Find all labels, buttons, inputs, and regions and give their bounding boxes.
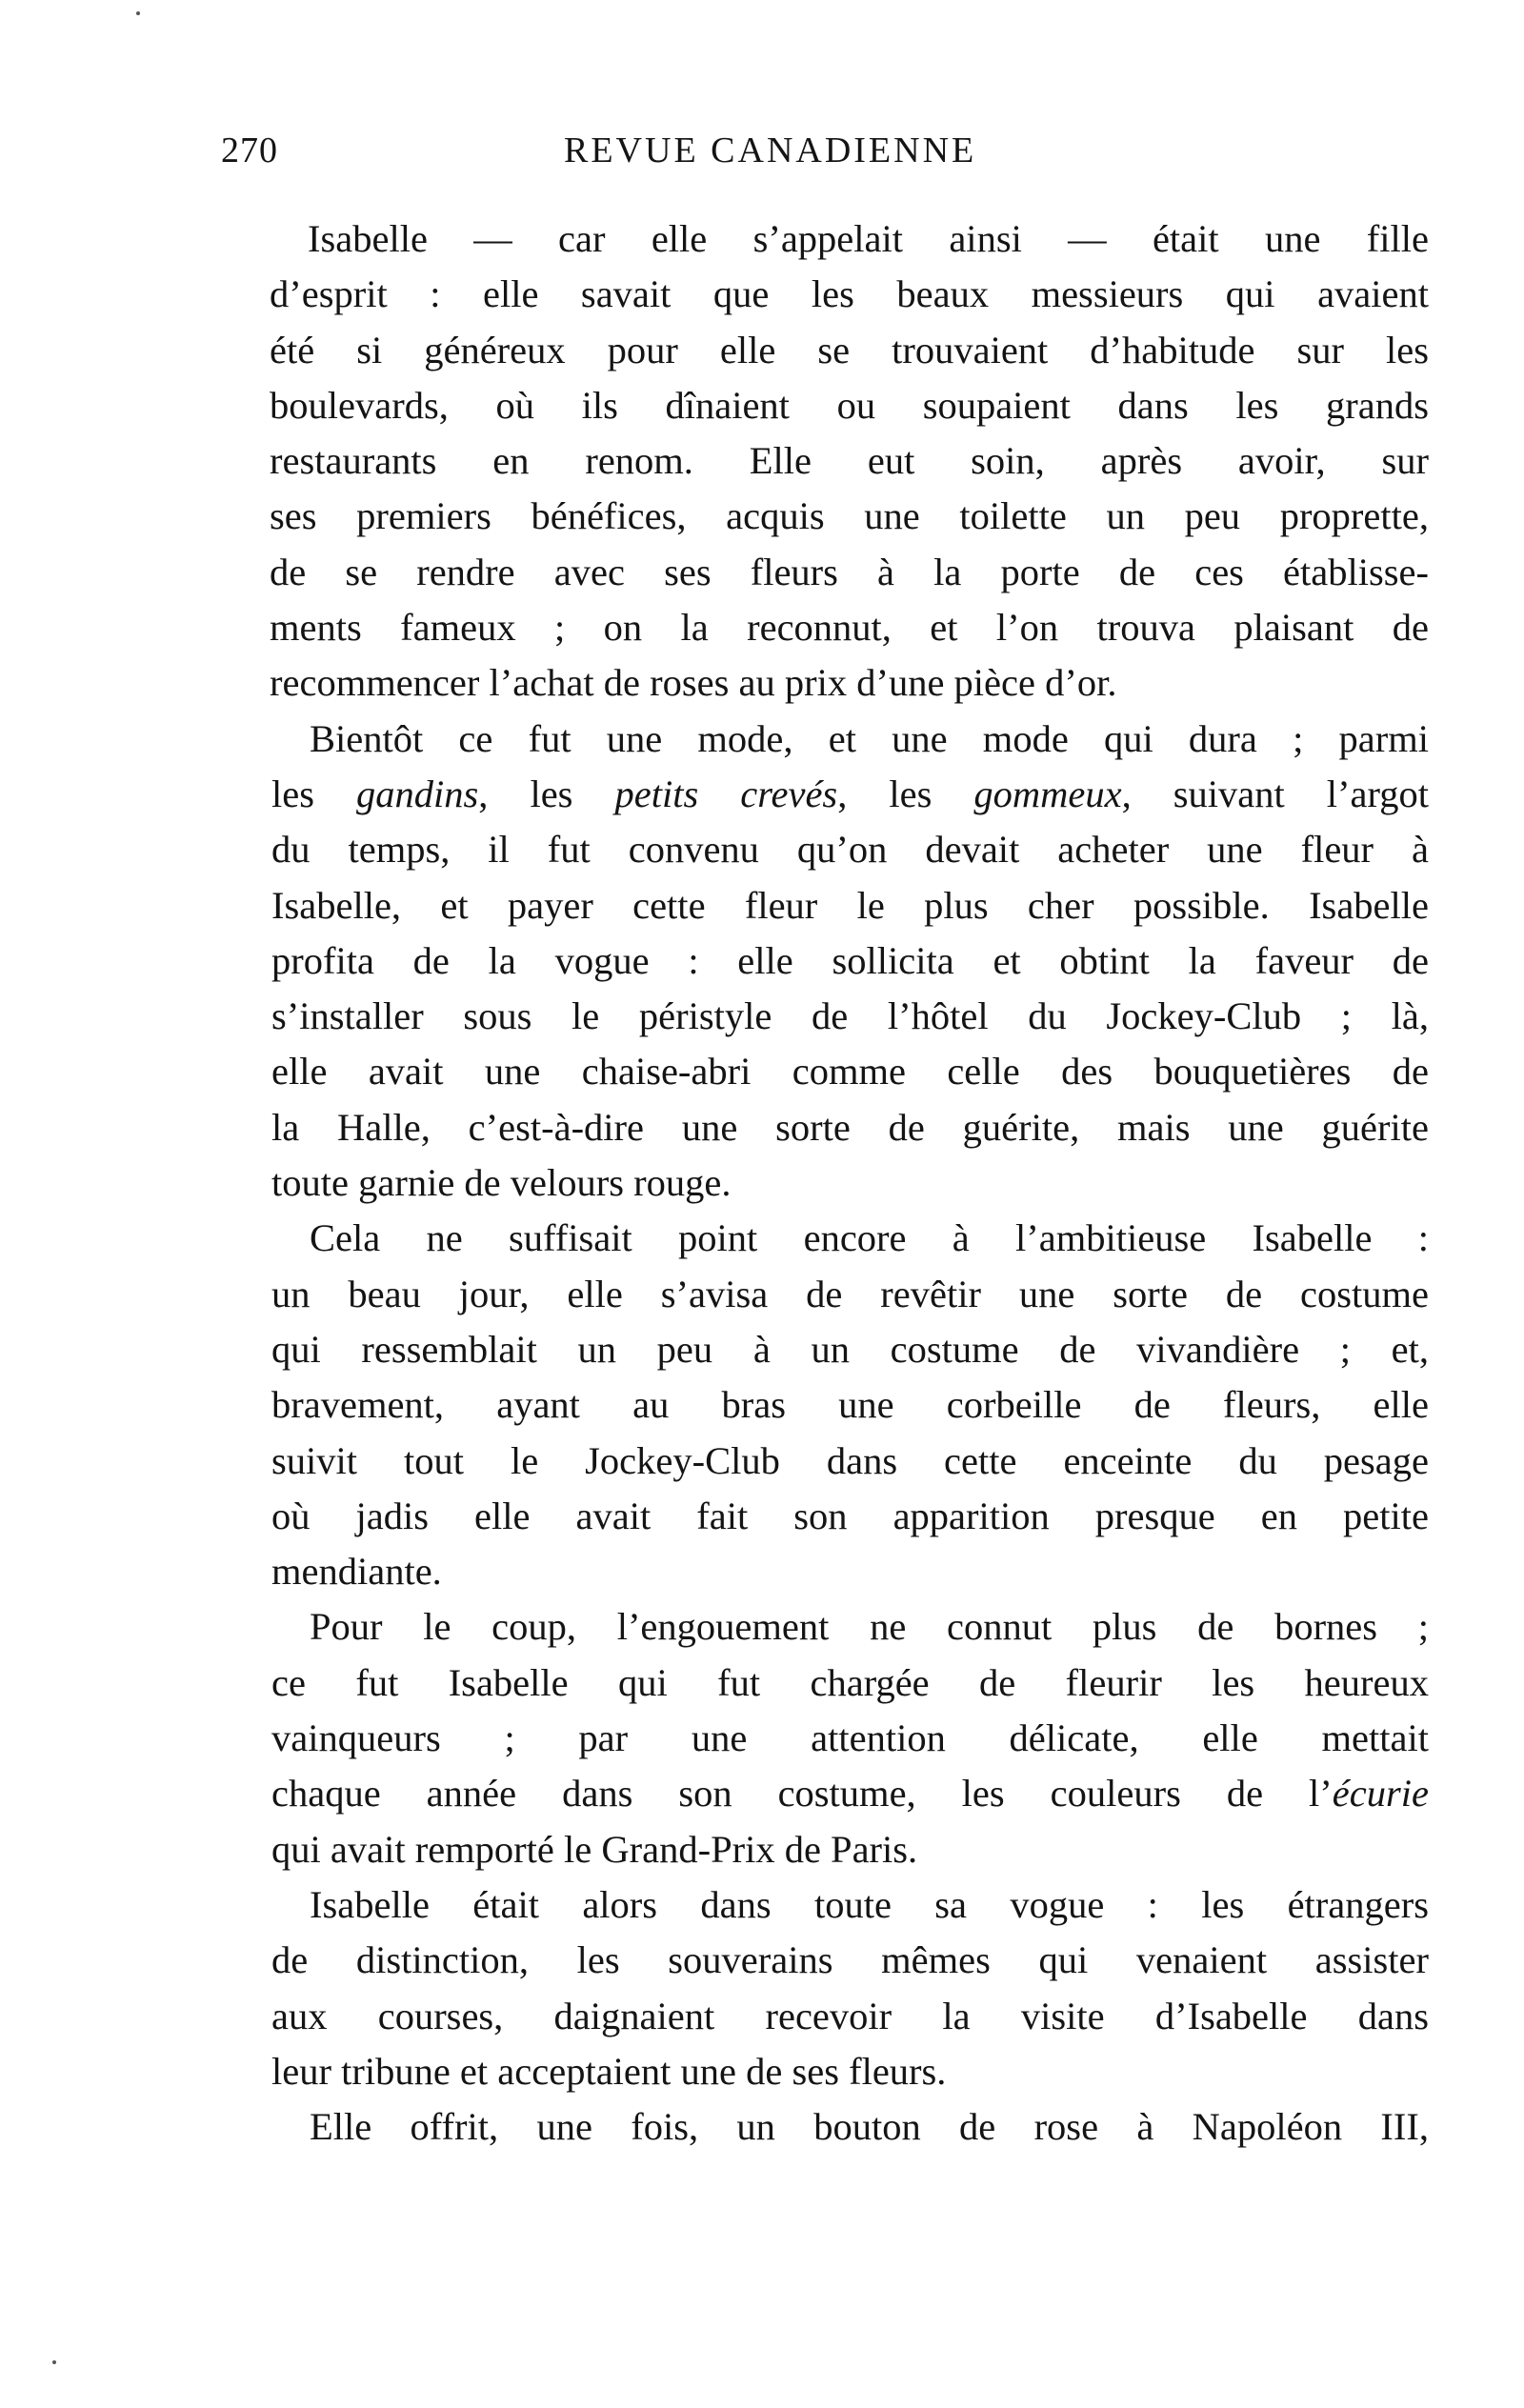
text-line: profita de la vogue : elle sollicita et obtint la faveur de (271, 938, 1429, 982)
text-line: suivit tout le Jockey-Club dans cette enceinte du pesage (271, 1438, 1429, 1482)
italic-term: écurie (1332, 1772, 1429, 1816)
text-line: de se rendre avec ses fleurs à la porte de ces établisse- (270, 550, 1429, 593)
paragraph (233, 1211, 1429, 1599)
text-line: ments fameux ; on la reconnut, et l’on trouva plaisant de (270, 606, 1429, 650)
text-line: un beau jour, elle s’avisa de revêtir une sorte de costume (271, 1272, 1429, 1315)
scan-speck (52, 2360, 56, 2364)
text-line: s’installer sous le péristyle de l’hôtel du Jockey-Club ; là, (271, 994, 1429, 1038)
text-line: Bientôt ce fut une mode, et une mode qui dura ; parmi (310, 716, 1429, 760)
text-line: elle avait une chaise-abri comme celle des bouquetières de (271, 1050, 1429, 1094)
text-line: qui ressemblait un peu à un costume de vivandière ; et, (271, 1327, 1429, 1371)
paragraph (233, 1877, 1429, 2099)
page-number: 270 (221, 130, 278, 171)
text-line: été si généreux pour elle se trouvaient d’habitude sur les (270, 328, 1429, 371)
text-run: les (271, 772, 357, 815)
text-line (233, 1766, 1429, 1821)
text-line: toute garnie de velours rouge. (271, 1161, 732, 1205)
text-run: , les (478, 772, 615, 815)
text-line: de distinction, les souverains mêmes qui venaient assister (271, 1938, 1429, 1982)
italic-term: petits crevés (614, 772, 838, 815)
text-line: d’esprit : elle savait que les beaux messieurs qui avaient (270, 272, 1429, 316)
text-line: où jadis elle avait fait son apparition presque en petite (271, 1494, 1429, 1537)
text-line: recommencer l’achat de roses au prix d’une pièce d’or. (270, 661, 1117, 705)
journal-title: REVUE CANADIENNE (564, 130, 977, 171)
text-line: ses premiers bénéfices, acquis une toilette un peu proprette, (270, 494, 1429, 538)
text-line: la Halle, c’est-à-dire une sorte de guérite, mais une guérite (271, 1105, 1429, 1149)
text-line: boulevards, où ils dînaient ou soupaient dans les grands (270, 383, 1429, 427)
paragraph (233, 1599, 1429, 1876)
text-line: qui avait remporté le Grand-Prix de Paris. (271, 1827, 918, 1871)
text-line: mendiante. (271, 1550, 442, 1594)
text-line: Pour le coup, l’engouement ne connut plus de bornes ; (310, 1605, 1429, 1649)
text-line (233, 767, 1429, 822)
text-line: ce fut Isabelle qui fut chargée de fleurir les heureux (271, 1660, 1429, 1704)
text-line: restaurants en renom. Elle eut soin, après avoir, sur (270, 439, 1429, 483)
paragraph (233, 211, 1429, 712)
text-line: Isabelle — car elle s’appelait ainsi — était une fille (308, 217, 1429, 260)
text-run: chaque année dans son costume, les couleurs de l’ (271, 1772, 1333, 1816)
text-line: du temps, il fut convenu qu’on devait acheter une fleur à (271, 828, 1429, 872)
text-run: , suivant l’argot (1121, 772, 1429, 815)
text-line: Elle offrit, une fois, un bouton de rose à Napoléon III, (310, 2105, 1429, 2149)
text-line: vainqueurs ; par une attention délicate, elle mettait (271, 1716, 1429, 1760)
text-line: bravement, ayant au bras une corbeille de fleurs, elle (271, 1383, 1429, 1427)
paragraph (233, 2099, 1429, 2155)
italic-term: gandins (356, 772, 479, 815)
text-line: leur tribune et acceptaient une de ses fleurs. (271, 2049, 947, 2093)
text-line: Cela ne suffisait point encore à l’ambitieuse Isabelle : (310, 1216, 1429, 1260)
scan-speck (136, 11, 140, 15)
text-line: Isabelle était alors dans toute sa vogue : les étrangers (310, 1882, 1429, 1926)
text-line: aux courses, daignaient recevoir la visite d’Isabelle dans (271, 1994, 1429, 2037)
italic-term: gommeux (973, 772, 1122, 815)
paragraph (233, 712, 1429, 1212)
body-text (233, 211, 1429, 2155)
text-run: , les (837, 772, 974, 815)
text-line: Isabelle, et payer cette fleur le plus cher possible. Isabelle (271, 883, 1429, 927)
running-head (221, 130, 1431, 187)
